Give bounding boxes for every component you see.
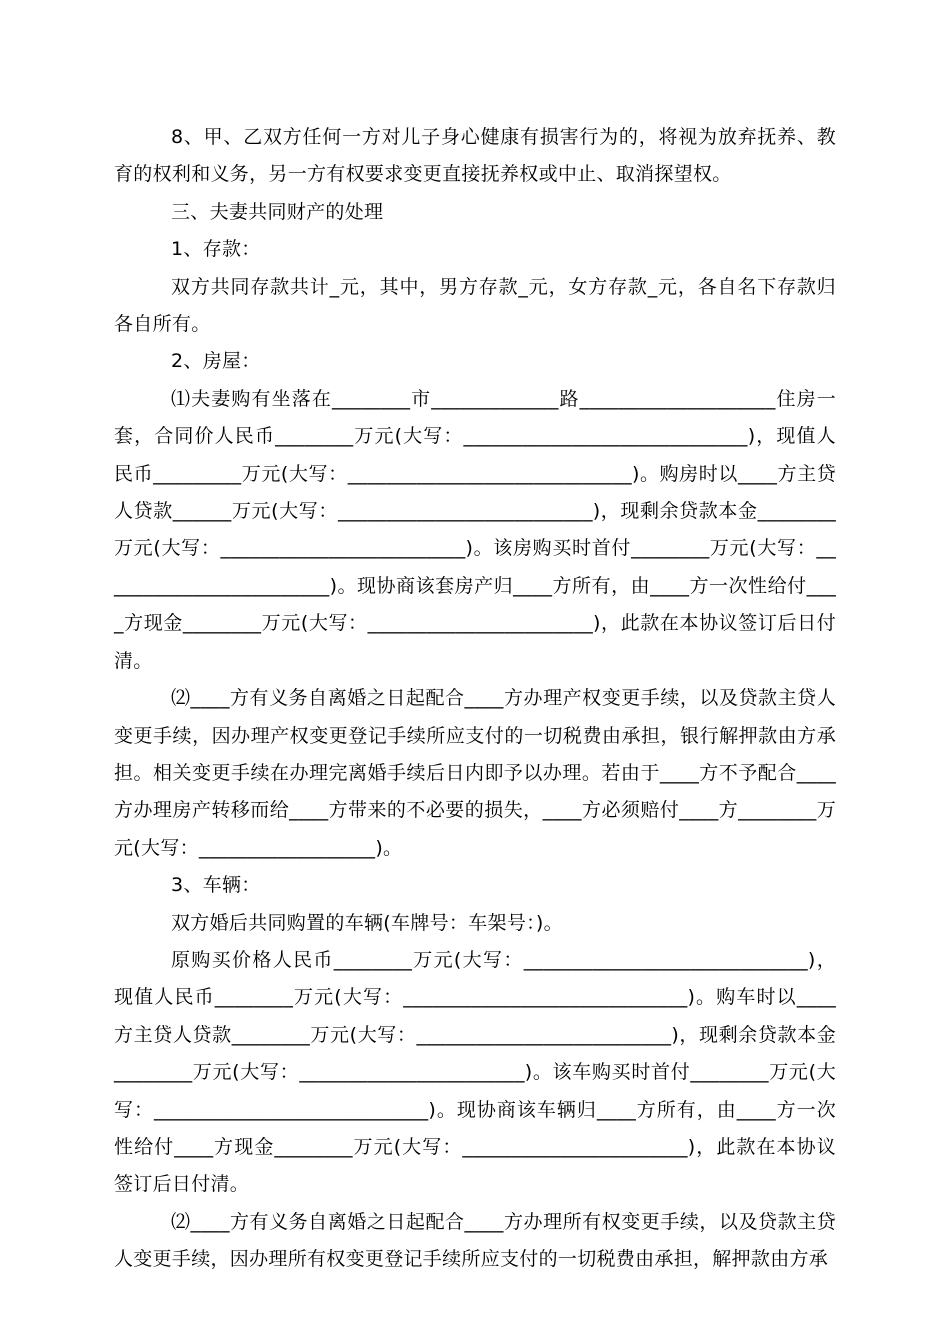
deposit-heading: 1、存款： [171,238,261,261]
section-3-heading: 三、夫妻共同财产的处理 [171,200,384,223]
house-item-1-paragraph: ⑴夫妻购有坐落在________市_____________路____________________住房一套，合同价人民币________万元(大写：_____________________________)，现值人民币_________万元(大写：_____________________________)。购房时以____方主贷人贷款______万元(大写：__________________________)，现剩余贷款本金________万元(大写：_________________________)。该房购买时首付________万元(大写：________________________)。现协商该套房产归____方所有，由____方一次性给付____方现金________万元(大写：_______________________)，此款在本协议签订后日付清。 [114,387,836,672]
deposit-paragraph: 双方共同存款共计_元，其中，男方存款_元，女方存款_元，各自名下存款归各自所有。 [114,275,836,336]
vehicle-description-paragraph: 双方婚后共同购置的车辆(车牌号：车架号：)。 [171,911,563,934]
vehicle-item-1-paragraph: 原购买价格人民币________万元(大写：_____________________________)，现值人民币________万元(大写：_____________________________)。购车时以____方主贷人贷款________万元(大写：__________________________)，现剩余贷款本金________万元(大写：_______________________)。该车购买时首付________万元(大写：____________________________)。现协商该车辆归____方所有，由____方一次性给付____方现金________万元(大写：_______________________)，此款在本协议签订后日付清。 [114,948,836,1196]
vehicle-heading: 3、车辆： [171,874,261,897]
document-page [114,119,836,1279]
house-heading: 2、房屋： [171,350,261,373]
clause-8-paragraph: 8、甲、乙双方任何一方对儿子身心健康有损害行为的，将视为放弃抚养、教育的权利和义务，另一方有权要求变更直接抚养权或中止、取消探望权。 [114,126,836,186]
vehicle-item-2-paragraph: ⑵____方有义务自离婚之日起配合____方办理所有权变更手续，以及贷款主贷人变更手续，因办理所有权变更登记手续所应支付的一切税费由承担，解押款由方承 [114,1210,836,1271]
house-item-2-paragraph: ⑵____方有义务自离婚之日起配合____方办理产权变更手续，以及贷款主贷人变更手续，因办理产权变更登记手续所应支付的一切税费由承担，银行解押款由方承担。相关变更手续在办理完离婚手续后日内即予以办理。若由于____方不予配合____方办理房产转移而给____方带来的不必要的损失，____方必须赔付____方________万元(大写：__________________)。 [114,687,836,859]
